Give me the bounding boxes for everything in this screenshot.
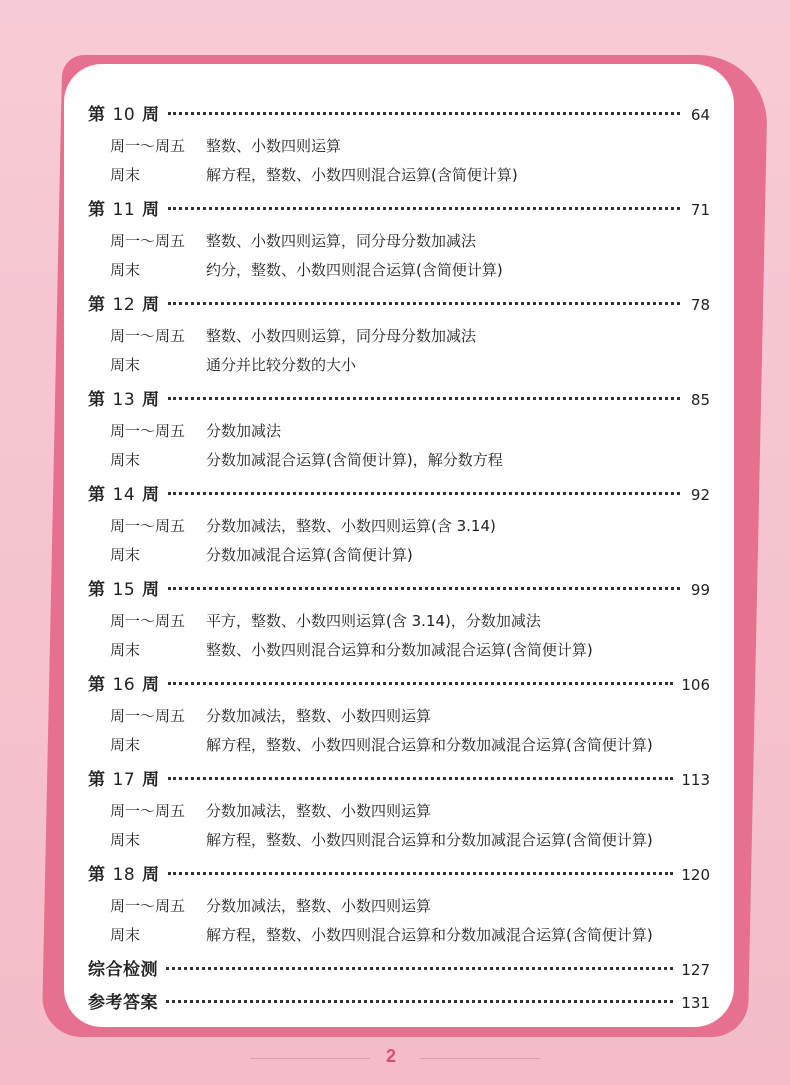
week-title [88,290,160,315]
week-section [88,860,710,949]
toc-sub-entry [88,730,710,759]
week-title [88,385,160,410]
week-prefix: 第 [88,390,106,410]
entry-day-label: 周末 [110,451,141,469]
week-prefix: 第 [88,580,106,600]
week-page-number: 106 [681,676,710,694]
week-number: 17 [112,770,136,790]
entry-description: 平方，整数、小数四则运算(含 3.14)，分数加减法 [206,612,541,630]
week-title [88,480,160,505]
week-title [88,765,160,790]
week-suffix: 周 [142,295,160,315]
toc-sub-entry [88,445,710,474]
week-suffix: 周 [142,485,160,505]
week-prefix: 第 [88,770,106,790]
toc-week-entry[interactable] [88,195,710,224]
dot-leader [168,492,680,495]
entry-description: 分数加减法，整数、小数四则运算 [206,802,432,820]
week-section [88,100,710,189]
toc-sub-entry [88,321,710,350]
entry-day-label: 周末 [110,736,141,754]
week-prefix: 第 [88,200,106,220]
dot-leader [166,1000,673,1003]
week-number: 13 [112,390,136,410]
entry-day-label: 周末 [110,356,141,374]
entry-description: 整数、小数四则运算 [206,137,342,155]
entry-day-label: 周一～周五 [110,232,186,250]
toc-sub-entry [88,920,710,949]
dot-leader [168,587,680,590]
week-title [88,100,160,125]
week-section [88,480,710,569]
week-number: 10 [112,105,136,125]
toc-sub-entry [88,891,710,920]
week-page-number: 120 [681,866,710,884]
week-prefix: 第 [88,295,106,315]
week-number: 18 [112,865,136,885]
week-suffix: 周 [142,105,160,125]
week-title [88,670,160,695]
page-number: 2 [386,1046,397,1066]
toc-sub-entry [88,635,710,664]
entry-day-label: 周一～周五 [110,802,186,820]
toc-sub-entry [88,416,710,445]
toc-sub-entry [88,350,710,379]
week-suffix: 周 [142,675,160,695]
toc-sub-entry [88,796,710,825]
entry-day-label: 周末 [110,641,141,659]
table-of-contents [88,100,710,1021]
toc-extra-entry[interactable] [88,955,710,986]
entry-description: 分数加减混合运算(含简便计算) [206,546,413,564]
toc-sub-entry [88,606,710,635]
toc-sub-entry [88,255,710,284]
entry-description: 分数加减法，整数、小数四则运算 [206,897,432,915]
week-number: 12 [112,295,136,315]
toc-extra-entry[interactable] [88,988,710,1019]
entry-description: 解方程，整数、小数四则混合运算和分数加减混合运算(含简便计算) [206,831,653,849]
week-section [88,670,710,759]
entry-description: 整数、小数四则运算，同分母分数加减法 [206,232,477,250]
week-page-number: 85 [690,391,710,409]
week-page-number: 78 [690,296,710,314]
week-page-number: 92 [690,486,710,504]
toc-sub-entry [88,540,710,569]
entry-day-label: 周末 [110,546,141,564]
toc-sub-entry [88,701,710,730]
week-suffix: 周 [142,390,160,410]
toc-week-entry[interactable] [88,765,710,794]
week-number: 15 [112,580,136,600]
week-suffix: 周 [142,865,160,885]
week-page-number: 99 [690,581,710,599]
week-page-number: 113 [681,771,710,789]
entry-day-label: 周一～周五 [110,137,186,155]
toc-sub-entry [88,131,710,160]
entry-day-label: 周末 [110,926,141,944]
entry-day-label: 周末 [110,166,141,184]
entry-description: 分数加减混合运算(含简便计算)，解分数方程 [206,451,503,469]
week-number: 11 [112,200,136,220]
toc-week-entry[interactable] [88,575,710,604]
entry-description: 解方程，整数、小数四则混合运算(含简便计算) [206,166,518,184]
extra-title: 综合检测 [88,960,158,980]
entry-description: 整数、小数四则运算，同分母分数加减法 [206,327,477,345]
week-page-number: 71 [690,201,710,219]
toc-week-entry[interactable] [88,670,710,699]
toc-sub-entry [88,160,710,189]
entry-description: 约分，整数、小数四则混合运算(含简便计算) [206,261,503,279]
week-suffix: 周 [142,200,160,220]
dot-leader [168,302,680,305]
toc-week-entry[interactable] [88,480,710,509]
dot-leader [168,872,674,875]
week-number: 16 [112,675,136,695]
entry-day-label: 周一～周五 [110,707,186,725]
dot-leader [168,777,674,780]
dot-leader [168,397,680,400]
week-number: 14 [112,485,136,505]
week-page-number: 64 [690,106,710,124]
week-title [88,860,160,885]
toc-week-entry[interactable] [88,290,710,319]
toc-sub-entry [88,511,710,540]
footer-line-left [250,1058,370,1059]
week-section [88,385,710,474]
week-prefix: 第 [88,865,106,885]
dot-leader [168,207,680,210]
entry-description: 整数、小数四则混合运算和分数加减混合运算(含简便计算) [206,641,593,659]
extra-page-number: 127 [681,961,710,979]
toc-week-entry[interactable] [88,385,710,414]
entry-day-label: 周末 [110,831,141,849]
extra-title: 参考答案 [88,993,158,1013]
week-prefix: 第 [88,675,106,695]
toc-sub-entry [88,226,710,255]
week-suffix: 周 [142,580,160,600]
entry-day-label: 周一～周五 [110,327,186,345]
week-prefix: 第 [88,485,106,505]
entry-description: 解方程，整数、小数四则混合运算和分数加减混合运算(含简便计算) [206,736,653,754]
entry-day-label: 周一～周五 [110,517,186,535]
dot-leader [168,112,680,115]
week-section [88,290,710,379]
toc-week-entry[interactable] [88,860,710,889]
week-title [88,575,160,600]
week-section [88,575,710,664]
extra-page-number: 131 [681,994,710,1012]
entry-day-label: 周一～周五 [110,897,186,915]
entry-description: 解方程，整数、小数四则混合运算和分数加减混合运算(含简便计算) [206,926,653,944]
footer-line-right [420,1058,540,1059]
entry-day-label: 周一～周五 [110,612,186,630]
entry-description: 通分并比较分数的大小 [206,356,357,374]
entry-description: 分数加减法，整数、小数四则运算 [206,707,432,725]
week-title [88,195,160,220]
week-section [88,765,710,854]
dot-leader [168,682,674,685]
entry-description: 分数加减法 [206,422,282,440]
toc-card [64,64,734,1027]
entry-description: 分数加减法，整数、小数四则运算(含 3.14) [206,517,496,535]
entry-day-label: 周末 [110,261,141,279]
entry-day-label: 周一～周五 [110,422,186,440]
toc-sub-entry [88,825,710,854]
toc-week-entry[interactable] [88,100,710,129]
week-section [88,195,710,284]
week-prefix: 第 [88,105,106,125]
week-suffix: 周 [142,770,160,790]
dot-leader [166,967,673,970]
